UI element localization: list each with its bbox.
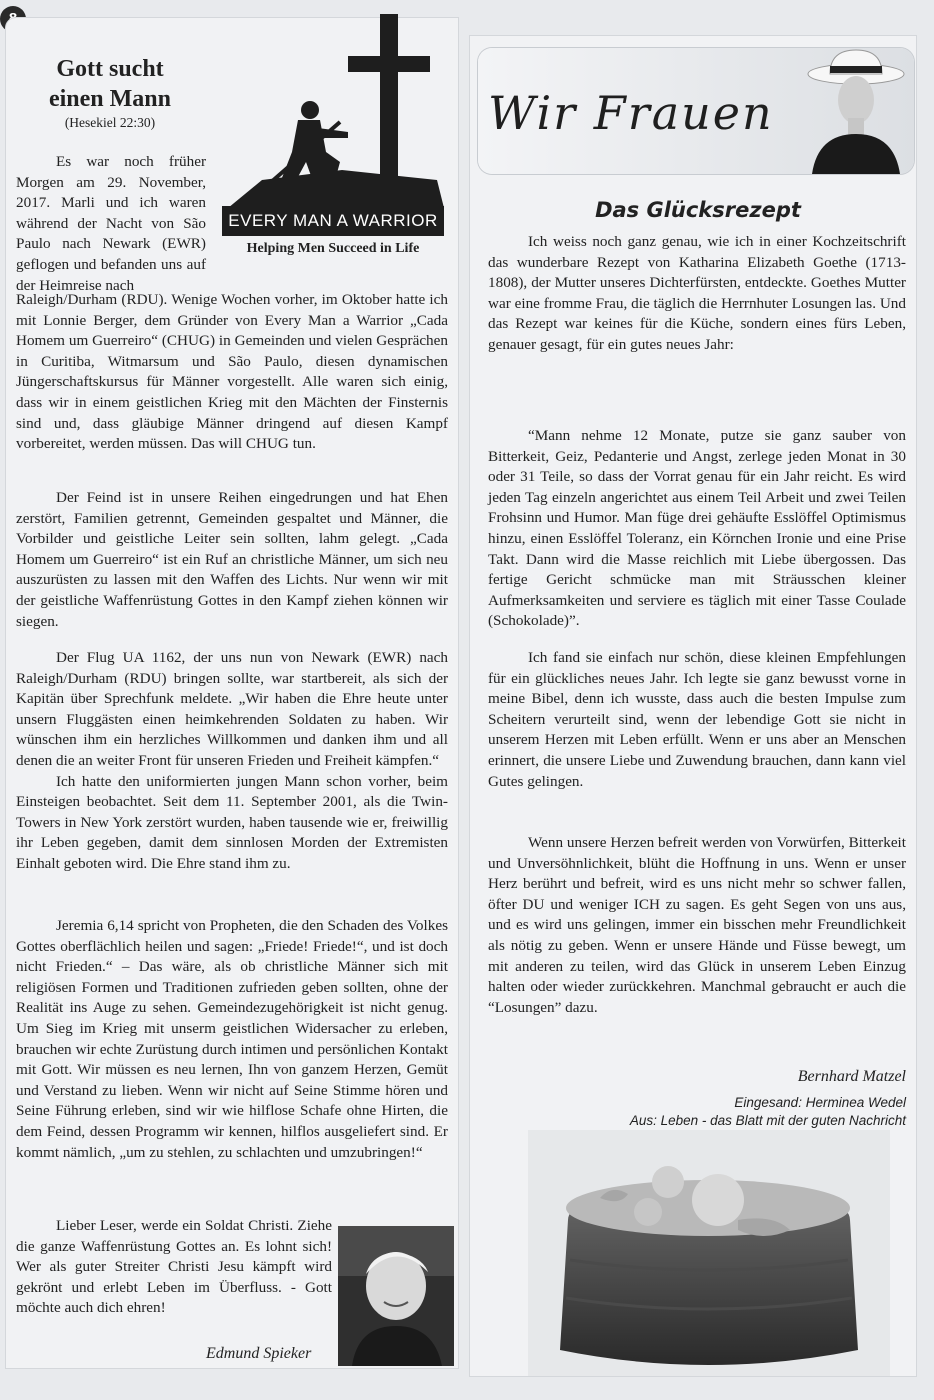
author-portrait-icon [338,1226,454,1366]
recipe-reflection-text: Ich fand sie einfach nur schön, diese kleinen Empfehlungen für ein glückliches neues Jahr. Ich legte sie ganz bewusst vorne in meine Bibel, denn ich wusste, dass auch die besten Impulse zum Scheitern verurteilt sind, wenn der lebendige Gott sie nicht in unserem Herzen mit Leben erfüllt. Wenn er uns aber an Menschen erinnert, die unsere Liebe und Zuwendung brauchen, dann kann viel Gutes gelingen. [488,649,906,790]
author-signature: Edmund Spieker [206,1345,312,1362]
paragraph-jeremia [16,916,448,1163]
recipe-signature: Bernhard Matzel [797,1068,906,1085]
paragraph-flight [16,648,448,875]
intro-paragraph-continued [16,290,448,455]
intro-paragraph-narrow [16,152,206,296]
woman-with-hat-image [796,48,914,174]
logo-banner: EVERY MAN A WARRIOR [222,206,444,236]
recipe-closing [488,833,906,1018]
every-man-a-warrior-logo [222,12,444,264]
bible-reference: (Hesekiel 22:30) [64,115,156,130]
intro-text: Es war noch früher Morgen am 29. November, 2017. Marli und ich waren während der Nacht von São Paulo nach Newark (EWR) geflogen und befanden uns auf der Heimreise nach [16,153,206,294]
woman-portrait-icon [796,48,914,174]
recipe-source-submitted: Eingesand: Herminea Wedel [734,1095,906,1110]
recipe-quote [488,426,906,632]
cake-image [528,1130,890,1376]
article-title-line2: einen Mann [48,86,171,112]
recipe-intro [488,232,906,356]
paragraph-closing [16,1216,332,1319]
decorated-cake-icon [528,1130,890,1376]
article-title-block [16,54,204,132]
recipe-reflection [488,648,906,792]
paragraph-closing-text: Lieber Leser, werde ein Soldat Christi. Ziehe die ganze Waffenrüstung Gottes an. Es lohnt sich! Wer als guter Streiter Christi Jesu kämpft wird gekrönt und erlebt Leben im Überfluss. - Gott möchte auch dich ehren! [16,1217,332,1317]
intro-continued-text: Raleigh/Durham (RDU). Wenige Wochen vorher, im Oktober hatte ich mit Lonnie Berger, dem Gründer von Every Man a Warrior „Cada Homem um Guerreiro“ (CHUG) in Gemeinden und vielen Gesprächen in Curitiba, Witmarsum und São Paulo, diesen dynamischen Jüngerschaftskursus für Männer vorgestellt. Alle waren sich einig, dass wir in einem geistlichen Krieg mit den Mächten der Finsternis sind und, dass gläubige Männer dringend auf diesen Kampf vorbereitet, werden müssen. Das will CHUG tun. [16,291,448,453]
author-photo [338,1226,454,1366]
paragraph-soldier-text: Ich hatte den uniformierten jungen Mann schon vorher, beim Einsteigen beobachtet. Seit dem 11. September 2001, als die Twin-Towers in New York zerstört wurden, haben tausende wie er, freiwillig ihr Leben gegeben, damit dem sinnlosen Morden der Extremisten Einhalt geboten wird. Die Ehre stand ihm zu. [16,772,448,872]
recipe-source-origin: Aus: Leben - das Blatt mit der guten Nachricht [629,1113,906,1128]
section-banner-title: Wir Frauen [488,86,774,140]
paragraph-enemy [16,488,448,632]
paragraph-flight-text: Der Flug UA 1162, der uns nun von Newark (EWR) nach Raleigh/Durham (RDU) bringen sollte, war startbereit, als sich der Kapitän über Sprechfunk meldete. „Wir haben die Ehre heute unter unsern Fluggästen einen heimkehrenden Soldaten zu haben. Wir wünschen ihm ein herzliches Willkommen und danken ihm und all denen die an weiter Front für unseren Frieden und Freiheit kämpfen.“ [16,649,448,769]
recipe-quote-text: “Mann nehme 12 Monate, putze sie ganz sauber von Bitterkeit, Geiz, Pedanterie und Angst, zerlege jeden Monat in 30 oder 31 Teile, so dass der Vorrat genau für ein Jahr reicht. Es wird jeden Tag einzeln angerichtet aus einem Teil Arbeit und zwei Teilen Frohsinn und Humor. Man füge drei gehäufte Esslöffel Optimismus hinzu, einen Esslöffel Toleranz, ein Körnchen Ironie und eine Prise Takt. Dann wird die Masse reichlich mit Liebe übergossen. Das fertige Gericht schmücke man mit Sträusschen kleiner Aufmerksamkeiten und serviere es täglich mit einer Tasse Coulade (Schokolade)”. [488,427,906,630]
recipe-closing-text: Wenn unsere Herzen befreit werden von Vorwürfen, Bitterkeit und Unversöhnlichkeit, blüht die Hoffnung in uns. Wenn er unser Herz berührt und befreit, wird es uns nicht mehr so schwer fallen, öfter DU und weniger ICH zu sagen. Es geht Segen von uns aus, und es wird uns gelingen, immer ein bisschen mehr Freundlichkeit als nötig zu geben. Wenn er unsere Hände und Füsse bewegt, um mit anderen zu teilen, wird das Glück in unserem Leben Einzug halten oder wieder zurückkehren. Manchmal gebraucht er auch die “Losungen” dazu. [488,834,906,1016]
recipe-intro-text: Ich weiss noch ganz genau, wie ich in einer Kochzeitschrift das wunderbare Rezept von Katharina Elizabeth Goethe (1713-1808), der Mutter unseres Dichterfürsten, entdeckte. Goethes Mutter war eine fromme Frau, die täglich die Herrnhuter Losungen las. Und das Rezept war keines für die Küche, sondern eines fürs Leben, genauer gesagt, für ein gutes neues Jahr: [488,233,906,353]
recipe-title: Das Glücksrezept [595,198,801,222]
paragraph-enemy-text: Der Feind ist in unsere Reihen eingedrungen und hat Ehen zerstört, Familien getrennt, Gemeinden gespaltet und Männer, die Vorbilder und geistliche Leiter sein sollten, lahm gelegt. „Cada Homem um Guerreiro“ ist ein Ruf an christliche Männer, um sich neu auszurüsten zu lassen mit den Waffen des Lichts. Nur wenn wir mit der geistliche Waffenrüstung Gottes in den Kampf ziehen können wir siegen. [16,489,448,630]
logo-subtitle: Helping Men Succeed in Life [246,241,420,256]
kneeling-warrior-cross-icon [222,12,444,208]
article-title-line1: Gott sucht [56,56,164,82]
paragraph-jeremia-text: Jeremia 6,14 spricht von Propheten, die den Schaden des Volkes Gottes oberflächlich heilen und sagen: „Friede! Friede!“, und ist doch nicht Frieden.“ – Das wäre, als ob christliche Männer sich mit religiösen Formen und Traditionen zufrieden geben sollten, ohne der Realität ins Auge zu sehen. Gemeindezugehörigkeit ist nicht genug. Um Sieg im Krieg mit unserm geistlichen Widersacher zu erleben, brauchen wir echte Zurüstung durch intimen und persönlichen Kontakt mit Gott. Wir müssen es neu lernen, Ihn von ganzem Herzen, Gemüt und Verstand zu lieben. Wenn wir nicht auf Seine Stimme hören und Seine Führung erleben, sind wir wie hilflose Schafe ohne Hirten, die dem Feind, dessen Programm wir kennen, hilflos ausgeliefert sind. Er kommt nämlich, „um zu stehlen, zu schlachten und umzubringen!“ [16,917,448,1161]
